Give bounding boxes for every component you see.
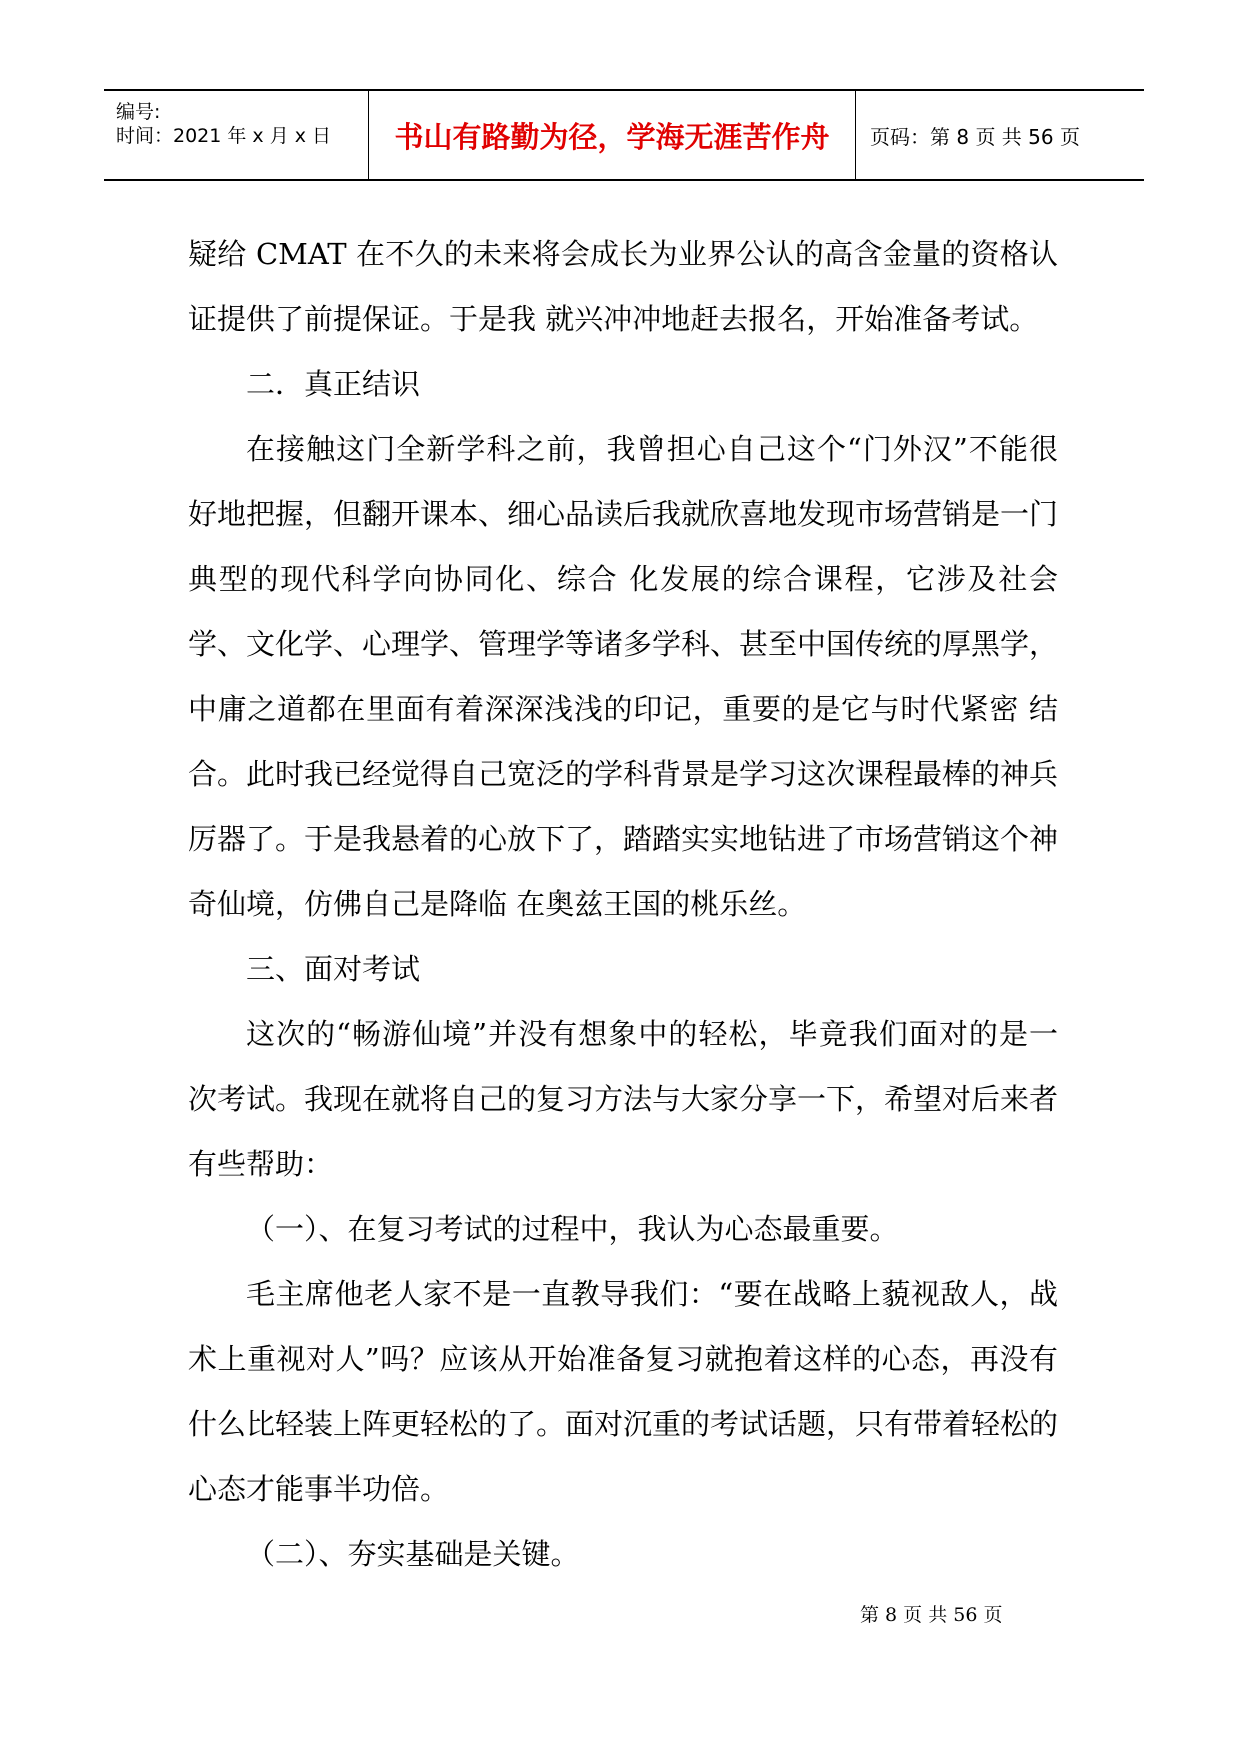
header-meta-cell: [104, 91, 369, 179]
subsection-heading: （一）、在复习考试的过程中，我认为心态最重要。: [246, 1212, 899, 1246]
header-motto-cell: [369, 91, 856, 179]
body-text: [188, 222, 1058, 1587]
paragraph: 疑给 CMAT 在不久的未来将会成长为业界公认的高含金量的资格认证提供了前提保证。于是我 就兴冲冲地赶去报名，开始准备考试。: [188, 237, 1058, 336]
document-date-label: 时间：2021 年 x 月 x 日: [116, 125, 332, 147]
page-footer: 第 8 页 共 56 页: [860, 1604, 1003, 1626]
section-heading: 三、面对考试: [246, 952, 421, 986]
section-heading: 二．真正结识: [246, 367, 421, 401]
document-number-label: 编号:: [116, 101, 161, 123]
header-motto: 书山有路勤为径，学海无涯苦作舟: [394, 119, 830, 154]
page-header: [104, 89, 1144, 181]
paragraph: 这次的“畅游仙境”并没有想象中的轻松，毕竟我们面对的是一次考试。我现在就将自己的复习方法与大家分享一下，希望对后来者有些帮助：: [188, 1017, 1059, 1181]
header-page-info: 页码：第 8 页 共 56 页: [870, 124, 1080, 149]
paragraph: 在接触这门全新学科之前，我曾担心自己这个“门外汉”不能很好地把握，但翻开课本、细心品读后我就欣喜地发现市场营销是一门典型的现代科学向协同化、综合 化发展的综合课程，它涉及社会学、文化学、心理学、管理学等诸多学科、甚至中国传统的厚黑学，中庸之道都在里面有着深深浅浅的印记，重要的是它与时代紧密 结合。此时我已经觉得自己宽泛的学科背景是学习这次课程最棒的神兵厉器了。于是我悬着的心放下了，踏踏实实地钻进了市场营销这个神奇仙境，仿佛自己是降临 在奥兹王国的桃乐丝。: [188, 432, 1059, 921]
subsection-heading: （二）、夯实基础是关键。: [246, 1537, 580, 1571]
paragraph: 毛主席他老人家不是一直教导我们：“要在战略上藐视敌人，战术上重视对人”吗？应该从开始准备复习就抱着这样的心态，再没有什么比轻装上阵更轻松的了。面对沉重的考试话题，只有带着轻松的心态才能事半功倍。: [188, 1277, 1059, 1506]
